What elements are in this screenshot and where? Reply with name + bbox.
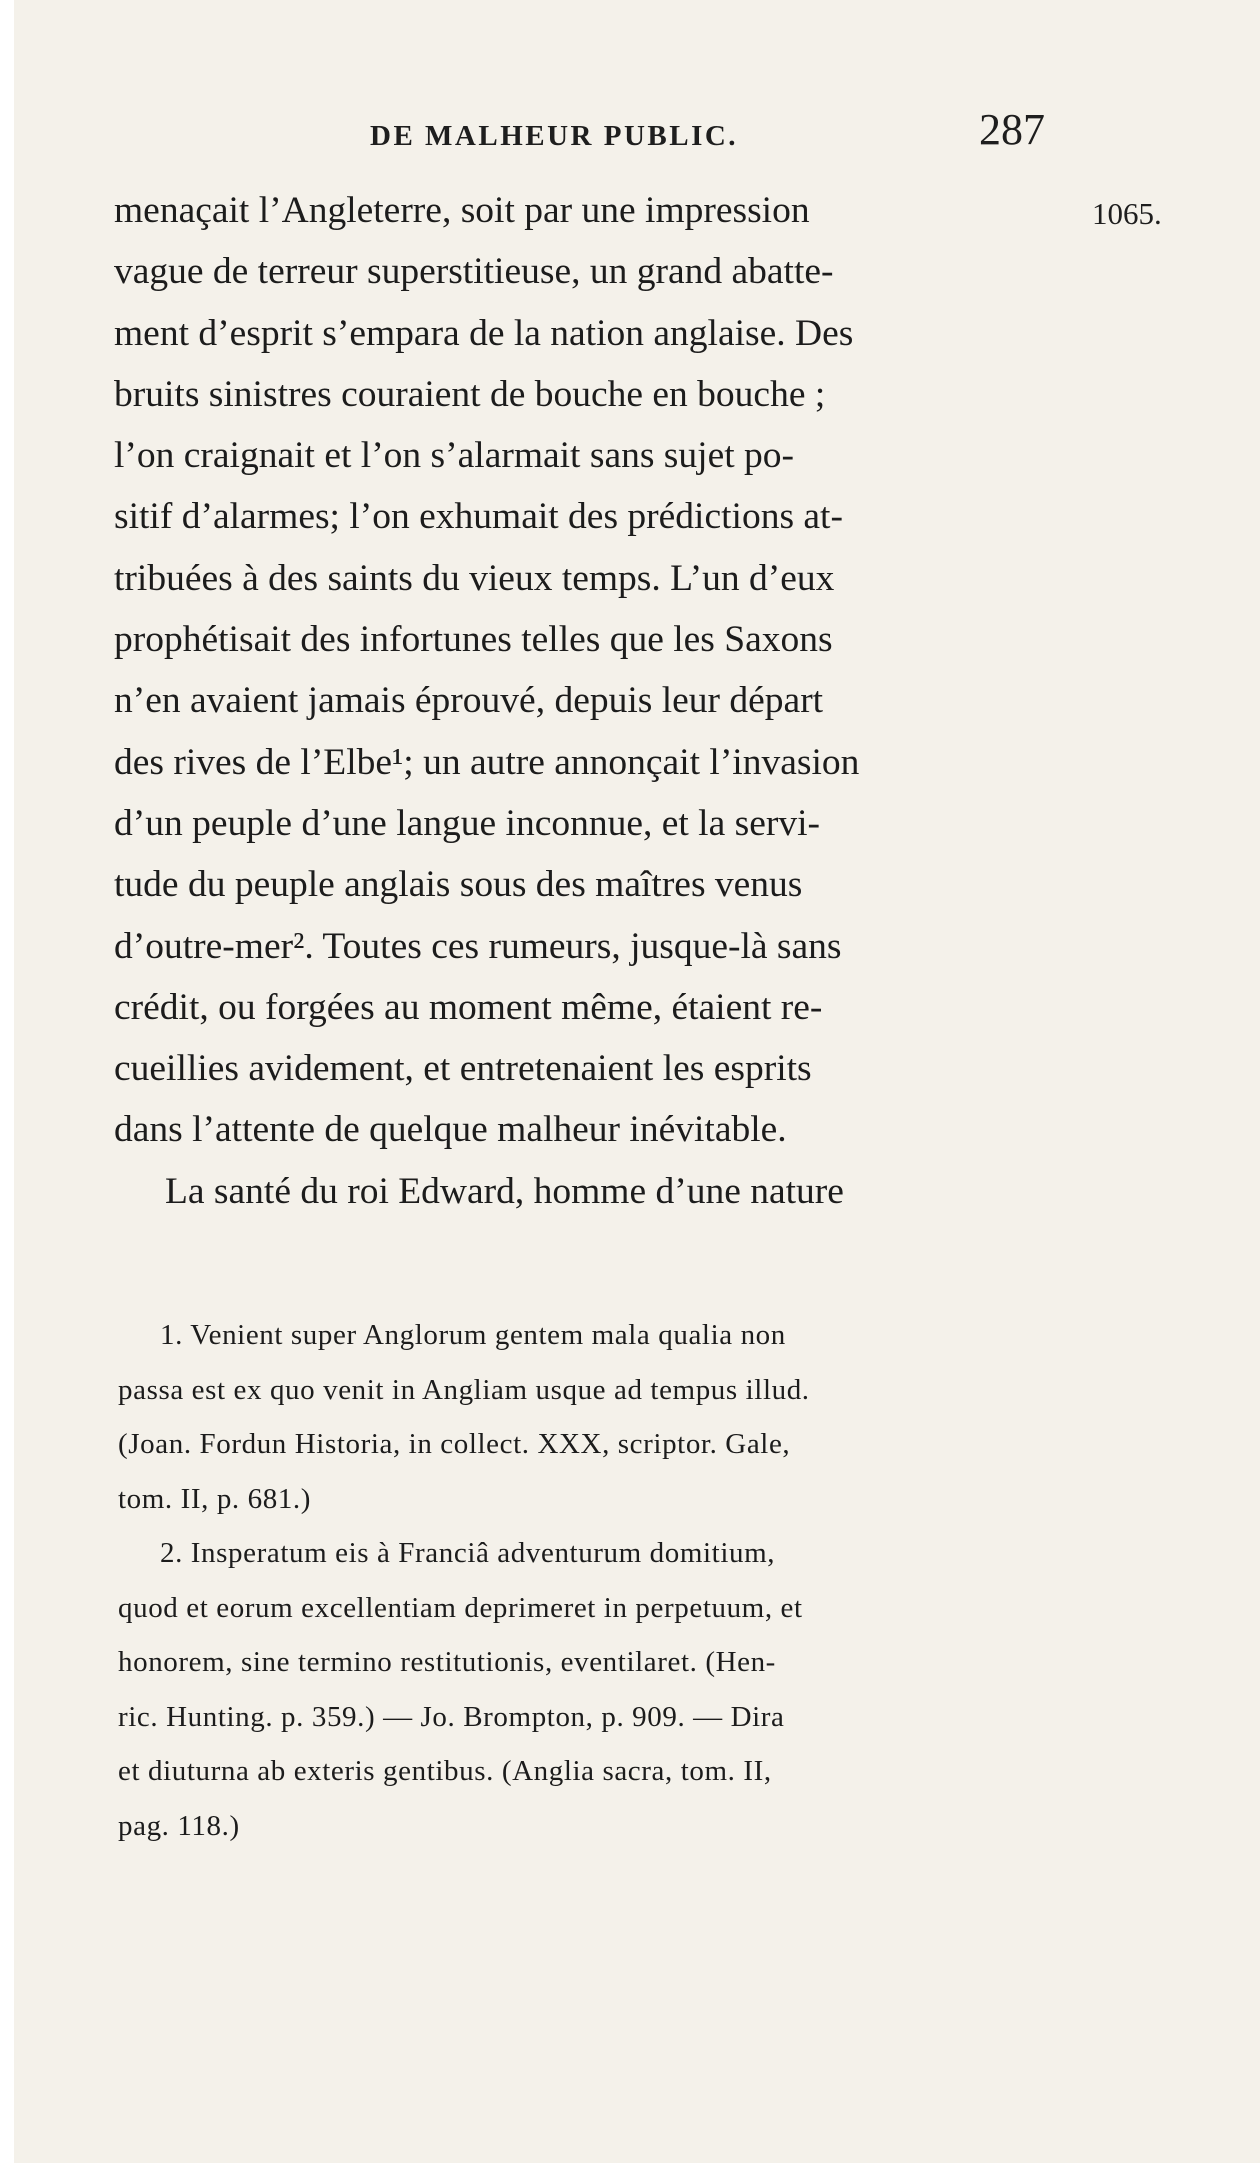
text-line: des rives de l’Elbe¹; un autre annonçait l’invasion — [114, 741, 860, 783]
footnote-2-line: quod et eorum excellentiam deprimeret in perpetuum, et — [118, 1591, 803, 1624]
footnote-1-line: (Joan. Fordun Historia, in collect. XXX, scriptor. Gale, — [118, 1428, 791, 1460]
text-line: cueillies avidement, et entretenaient les esprits — [114, 1048, 812, 1090]
paragraph-start-line: La santé du roi Edward, homme d’une nature — [165, 1170, 844, 1212]
text-line: vague de terreur superstitieuse, un grand abatte- — [114, 251, 834, 293]
footnotes — [118, 1308, 1078, 1853]
text-line: bruits sinistres couraient de bouche en bouche ; — [114, 373, 826, 415]
text-line: sitif d’alarmes; l’on exhumait des prédictions at- — [114, 496, 843, 538]
footnote-2-line: ric. Hunting. p. 359.) — Jo. Brompton, p. 909. — Dira — [118, 1700, 785, 1733]
text-line: crédit, ou forgées au moment même, étaient re- — [114, 986, 823, 1028]
footnote-1-line: passa est ex quo venit in Angliam usque ad tempus illud. — [118, 1373, 810, 1406]
footnote-2-line: pag. 118.) — [118, 1809, 240, 1842]
footnote-1-line: tom. II, p. 681.) — [118, 1482, 312, 1515]
text-line: prophétisait des infortunes telles que les Saxons — [114, 619, 833, 661]
book-page — [14, 0, 1260, 2163]
footnote-2-line: 2. Insperatum eis à Franciâ adventurum domitium, — [160, 1537, 776, 1569]
page-number: 287 — [979, 105, 1045, 154]
text-line: d’un peuple d’une langue inconnue, et la servi- — [114, 802, 820, 844]
footnote-1-line: 1. Venient super Anglorum gentem mala qualia non — [160, 1319, 786, 1351]
text-line: l’on craignait et l’on s’alarmait sans sujet po- — [114, 435, 794, 477]
margin-year-note: 1065. — [1092, 196, 1162, 231]
footnote-2-line: honorem, sine termino restitutionis, eventilaret. (Hen- — [118, 1646, 776, 1678]
text-line: tribuées à des saints du vieux temps. L’un d’eux — [114, 557, 835, 599]
text-line: menaçait l’Angleterre, soit par une impression — [114, 190, 810, 231]
main-text — [114, 180, 1069, 1222]
text-line: n’en avaient jamais éprouvé, depuis leur départ — [114, 680, 824, 722]
text-line: dans l’attente de quelque malheur inévitable. — [114, 1109, 787, 1151]
text-line: tude du peuple anglais sous des maîtres venus — [114, 864, 803, 906]
text-line: ment d’esprit s’empara de la nation anglaise. Des — [114, 312, 854, 354]
text-line: d’outre-mer². Toutes ces rumeurs, jusque-là sans — [114, 925, 842, 967]
running-header: DE MALHEUR PUBLIC. — [370, 120, 739, 152]
footnote-2-line: et diuturna ab exteris gentibus. (Anglia sacra, tom. II, — [118, 1755, 772, 1787]
